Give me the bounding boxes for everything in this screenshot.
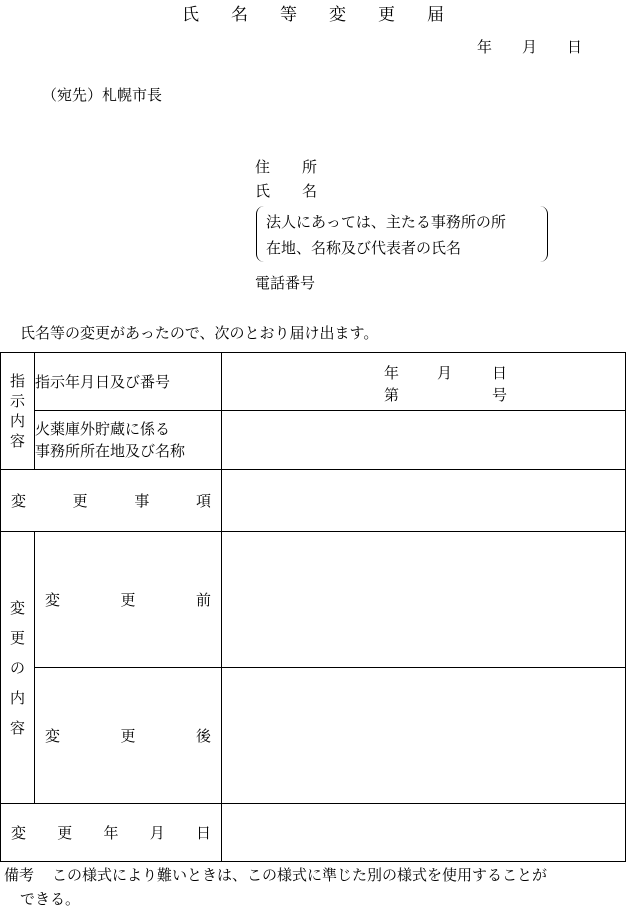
after-change-label: 変 更 後 xyxy=(35,668,222,804)
name-label: 氏 名 xyxy=(255,182,318,200)
change-date-label: 変 更 年 月 日 xyxy=(1,804,222,862)
storage-office-field[interactable] xyxy=(222,411,626,470)
corporate-note-line: 在地、名称及び代表者の氏名 xyxy=(266,239,462,257)
remarks-label: 備考 xyxy=(4,866,35,884)
title-char: 届 xyxy=(427,5,444,25)
before-change-label: 変 更 前 xyxy=(35,532,222,668)
instruction-date-number-field[interactable] xyxy=(222,353,626,411)
date-month: 月 xyxy=(521,38,537,56)
change-form-table xyxy=(0,352,626,862)
date-day: 日 xyxy=(566,38,582,56)
after-change-field[interactable] xyxy=(222,668,626,804)
table-row xyxy=(1,804,626,862)
remarks-line: できる。 xyxy=(20,890,81,908)
change-date-field[interactable] xyxy=(222,804,626,862)
remarks xyxy=(4,863,547,911)
change-item-label: 変 更 事 項 xyxy=(1,470,222,532)
change-item-field[interactable] xyxy=(222,470,626,532)
addressee: （宛先）札幌市長 xyxy=(42,86,163,104)
submission-date xyxy=(447,36,582,57)
instruction-month: 月 xyxy=(437,363,453,382)
title-char: 等 xyxy=(280,5,297,25)
table-row xyxy=(1,470,626,532)
table-row xyxy=(1,668,626,804)
instruction-date-number-label: 指示年月日及び番号 xyxy=(35,353,222,411)
date-year: 年 xyxy=(476,38,492,56)
instruction-go: 号 xyxy=(492,385,508,404)
instruction-year: 年 xyxy=(384,363,400,382)
title-char: 変 xyxy=(329,5,346,25)
change-content-group-label: 変 更 の 内 容 xyxy=(1,532,35,804)
title-char: 名 xyxy=(231,5,248,25)
address-label: 住 所 xyxy=(255,158,318,176)
table-row xyxy=(1,353,626,411)
intro-text: 氏名等の変更があったので、次のとおり届け出ます。 xyxy=(20,324,379,342)
instruction-group-label: 指 示 内 容 xyxy=(1,353,35,470)
title-char: 更 xyxy=(378,5,395,25)
table-row xyxy=(1,532,626,668)
form-title xyxy=(0,0,626,25)
instruction-dai: 第 xyxy=(384,385,400,404)
before-change-field[interactable] xyxy=(222,532,626,668)
instruction-day: 日 xyxy=(492,363,508,382)
table-row xyxy=(1,411,626,470)
corporate-note xyxy=(266,209,506,261)
storage-office-label: 火薬庫外貯蔵に係る 事務所所在地及び名称 xyxy=(35,411,222,470)
remarks-line: この様式により難いときは、この様式に準じた別の様式を使用することが xyxy=(52,866,548,884)
title-char: 氏 xyxy=(182,5,199,25)
corporate-note-line: 法人にあっては、主たる事務所の所 xyxy=(266,213,506,231)
phone-label: 電話番号 xyxy=(255,274,316,292)
applicant-block xyxy=(255,155,317,203)
